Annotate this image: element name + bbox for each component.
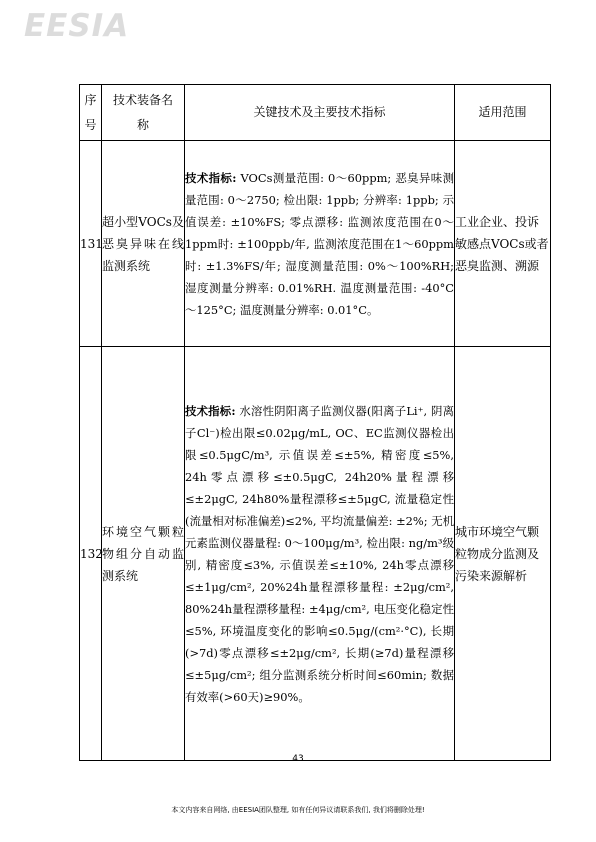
header-scope: 适用范围 xyxy=(455,85,551,141)
indicator-label: 技术指标: xyxy=(185,170,237,185)
indicator-text: 水溶性阴阳离子监测仪器(阳离子Li⁺, 阴离子Cl⁻)检出限≤0.02μg/mL, OC、EC监测仪器检出限≤0.5μgC/m³, 示值误差≤±5%, 精密度≤5%, 24h零点漂移≤±0.5μgC, 24h20%量程漂移≤±2μgC, 24h80%量程漂移≤±5μgC, 流量稳定性(流量相对标准偏差)≤2%, 平均流量偏差: ±2%; 无机元素监测仪器量程: 0～100μg/m³, 检出限: ng/m³级别, 精密度≤3%, 示值误差≤±10%, 24h零点漂移≤±1μg/cm², 20%24h量程漂移量程: ±2μg/cm², 80%24h量程漂移量程: ±4μg/cm², 电压变化稳定性≤5%, 环境温度变化的影响≤0.5μg/(cm²·°C), 长期(>7d)零点漂移≤±2μg/cm², 长期(≥7d)量程漂移≤±5μg/cm²; 组分监测系统分析时间≤60min; 数据有效率(>60天)≥90%。 xyxy=(185,403,454,704)
table-row xyxy=(80,141,551,347)
page-number: 43 xyxy=(292,754,304,764)
header-indicators: 关键技术及主要技术指标 xyxy=(185,85,455,141)
equipment-name: 环境空气颗粒物组分自动监测系统 xyxy=(102,347,185,761)
row-number: 131 xyxy=(80,141,102,347)
eesia-logo: EESIA xyxy=(24,8,130,44)
technical-indicators xyxy=(185,347,455,761)
header-name: 技术装备名称 xyxy=(102,85,185,141)
table-header-row xyxy=(80,85,551,141)
indicator-text: VOCs测量范围: 0～60ppm; 恶臭异味测量范围: 0～2750; 检出限: 1ppb; 分辨率: 1ppb; 示值误差: ±10%FS; 零点漂移: 监测浓度范围在0～1ppm时: ±100ppb/年, 监测浓度范围在1～60ppm时: ±1.3%FS/年; 湿度测量范围: 0%～100%RH; 湿度测量分辨率: 0.01%RH. 温度测量范围: -40°C～125°C; 温度测量分辨率: 0.01°C。 xyxy=(185,170,454,317)
technical-indicators xyxy=(185,141,455,347)
equipment-name: 超小型VOCs及恶臭异味在线监测系统 xyxy=(102,141,185,347)
header-no: 序号 xyxy=(80,85,102,141)
footer-disclaimer: 本文内容来自网络, 由EESIA团队整理, 如有任何异议请联系我们, 我们将删除处理! xyxy=(171,806,425,814)
equipment-table xyxy=(79,84,551,761)
indicator-label: 技术指标: xyxy=(185,403,236,418)
table-row xyxy=(80,347,551,761)
application-scope: 工业企业、投诉敏感点VOCs或者恶臭监测、溯源 xyxy=(455,141,551,347)
row-number: 132 xyxy=(80,347,102,761)
application-scope: 城市环境空气颗粒物成分监测及污染来源解析 xyxy=(455,347,551,761)
